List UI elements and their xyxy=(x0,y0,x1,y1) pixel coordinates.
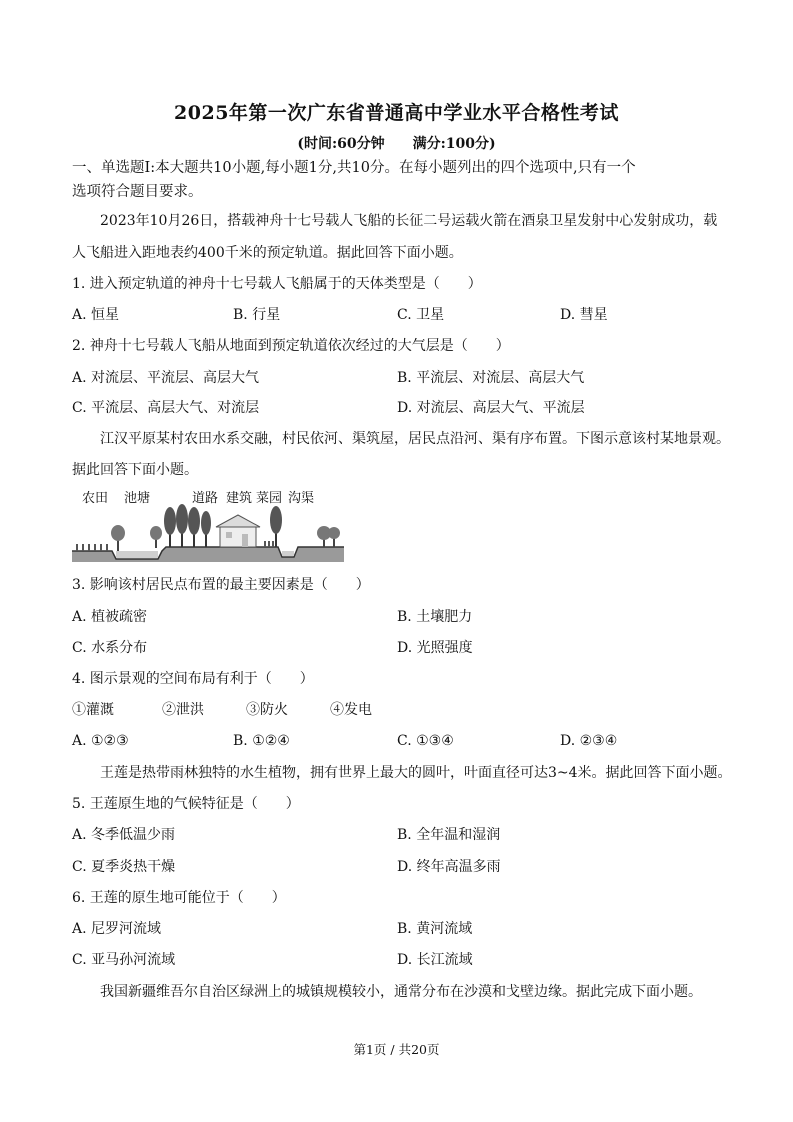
q6-option-a: A. 尼罗河流域 xyxy=(72,921,162,937)
q4-item-2: ②泄洪 xyxy=(162,702,204,718)
label-pond: 池塘 xyxy=(124,491,151,506)
q5-option-d: D. 终年高温多雨 xyxy=(397,859,501,875)
page-number: 第1页 / 共20页 xyxy=(353,1042,440,1057)
pond-water xyxy=(116,551,158,558)
section-heading: 一、单选题Ⅰ:本大题共10小题,每小题1分,共10分。在每小题列出的四个选项中,只有一个 xyxy=(72,160,636,176)
q6-option-c: C. 亚马孙河流域 xyxy=(72,952,176,968)
q6-option-b: B. 黄河流域 xyxy=(397,921,473,937)
q1-option-a: A. 恒星 xyxy=(72,307,120,323)
landscape-illustration xyxy=(70,501,346,562)
right-trees xyxy=(317,526,340,547)
q3-option-b: B. 土壤肥力 xyxy=(397,609,473,625)
q1-option-c: C. 卫星 xyxy=(397,307,445,323)
house xyxy=(216,515,260,547)
passage-2-line-1: 江汉平原某村农田水系交融，村民依河、渠筑屋，居民点沿河、渠有序布置。下图示意该村某地景观。 xyxy=(100,431,730,447)
q4-option-b: B. ①②④ xyxy=(233,733,290,749)
question-4-stem: 4. 图示景观的空间布局有利于（ ） xyxy=(72,671,314,687)
question-2-stem: 2. 神舟十七号载人飞船从地面到预定轨道依次经过的大气层是（ ） xyxy=(72,338,510,354)
pond-trees xyxy=(111,525,162,551)
garden xyxy=(264,541,274,547)
q3-option-a: A. 植被疏密 xyxy=(72,609,148,625)
exam-time: (时间:60分钟 xyxy=(297,136,385,152)
q3-option-c: C. 水系分布 xyxy=(72,640,148,656)
village-landscape-figure xyxy=(70,487,346,562)
label-ditch: 沟渠 xyxy=(288,491,315,506)
q6-option-d: D. 长江流域 xyxy=(397,952,473,968)
ditch-tree xyxy=(270,506,282,547)
q1-option-d: D. 彗星 xyxy=(560,307,608,323)
road-trees xyxy=(164,504,211,547)
question-1-stem: 1. 进入预定轨道的神舟十七号载人飞船属于的天体类型是（ ） xyxy=(72,276,482,292)
passage-1-line-2: 人飞船进入距地表约400千米的预定轨道。据此回答下面小题。 xyxy=(72,245,463,261)
crops xyxy=(76,544,108,551)
section-heading-cont: 选项符合题目要求。 xyxy=(72,184,203,200)
q4-option-a: A. ①②③ xyxy=(72,733,129,749)
question-3-stem: 3. 影响该村居民点布置的最主要因素是（ ） xyxy=(72,577,370,593)
exam-score: 满分:100分) xyxy=(412,136,496,152)
label-vegetable-garden: 菜园 xyxy=(256,491,283,506)
question-5-stem: 5. 王莲原生地的气候特征是（ ） xyxy=(72,796,300,812)
q4-item-1: ①灌溉 xyxy=(72,702,114,718)
passage-3-line-1: 王莲是热带雨林独特的水生植物，拥有世界上最大的圆叶，叶面直径可达3~4米。据此回答下面小题。 xyxy=(100,765,732,781)
q5-option-a: A. 冬季低温少雨 xyxy=(72,827,176,843)
q2-option-c: C. 平流层、高层大气、对流层 xyxy=(72,400,260,416)
ditch-water xyxy=(282,551,294,556)
label-road: 道路 xyxy=(192,491,219,506)
q4-item-3: ③防火 xyxy=(246,702,288,718)
q2-option-b: B. 平流层、对流层、高层大气 xyxy=(397,370,585,386)
question-6-stem: 6. 王莲的原生地可能位于（ ） xyxy=(72,890,286,906)
passage-4-line-1: 我国新疆维吾尔自治区绿洲上的城镇规模较小，通常分布在沙漠和戈壁边缘。据此完成下面小题。 xyxy=(100,984,702,1000)
q4-option-d: D. ②③④ xyxy=(560,733,618,749)
q4-option-c: C. ①③④ xyxy=(397,733,454,749)
q1-option-b: B. 行星 xyxy=(233,307,281,323)
exam-title: 2025年第一次广东省普通高中学业水平合格性考试 xyxy=(174,102,619,124)
q2-option-d: D. 对流层、高层大气、平流层 xyxy=(397,400,585,416)
q3-option-d: D. 光照强度 xyxy=(397,640,473,656)
q2-option-a: A. 对流层、平流层、高层大气 xyxy=(72,370,260,386)
passage-2-line-2: 据此回答下面小题。 xyxy=(72,462,198,478)
exam-subtitle xyxy=(0,133,793,153)
ground xyxy=(72,547,344,562)
label-building: 建筑 xyxy=(226,491,253,506)
label-farmland: 农田 xyxy=(82,491,109,506)
q5-option-c: C. 夏季炎热干燥 xyxy=(72,859,176,875)
passage-1-line-1: 2023年10月26日，搭载神舟十七号载人飞船的长征二号运载火箭在酒泉卫星发射中心发射成功，载 xyxy=(100,213,718,229)
q5-option-b: B. 全年温和湿润 xyxy=(397,827,501,843)
q4-item-4: ④发电 xyxy=(330,702,372,718)
